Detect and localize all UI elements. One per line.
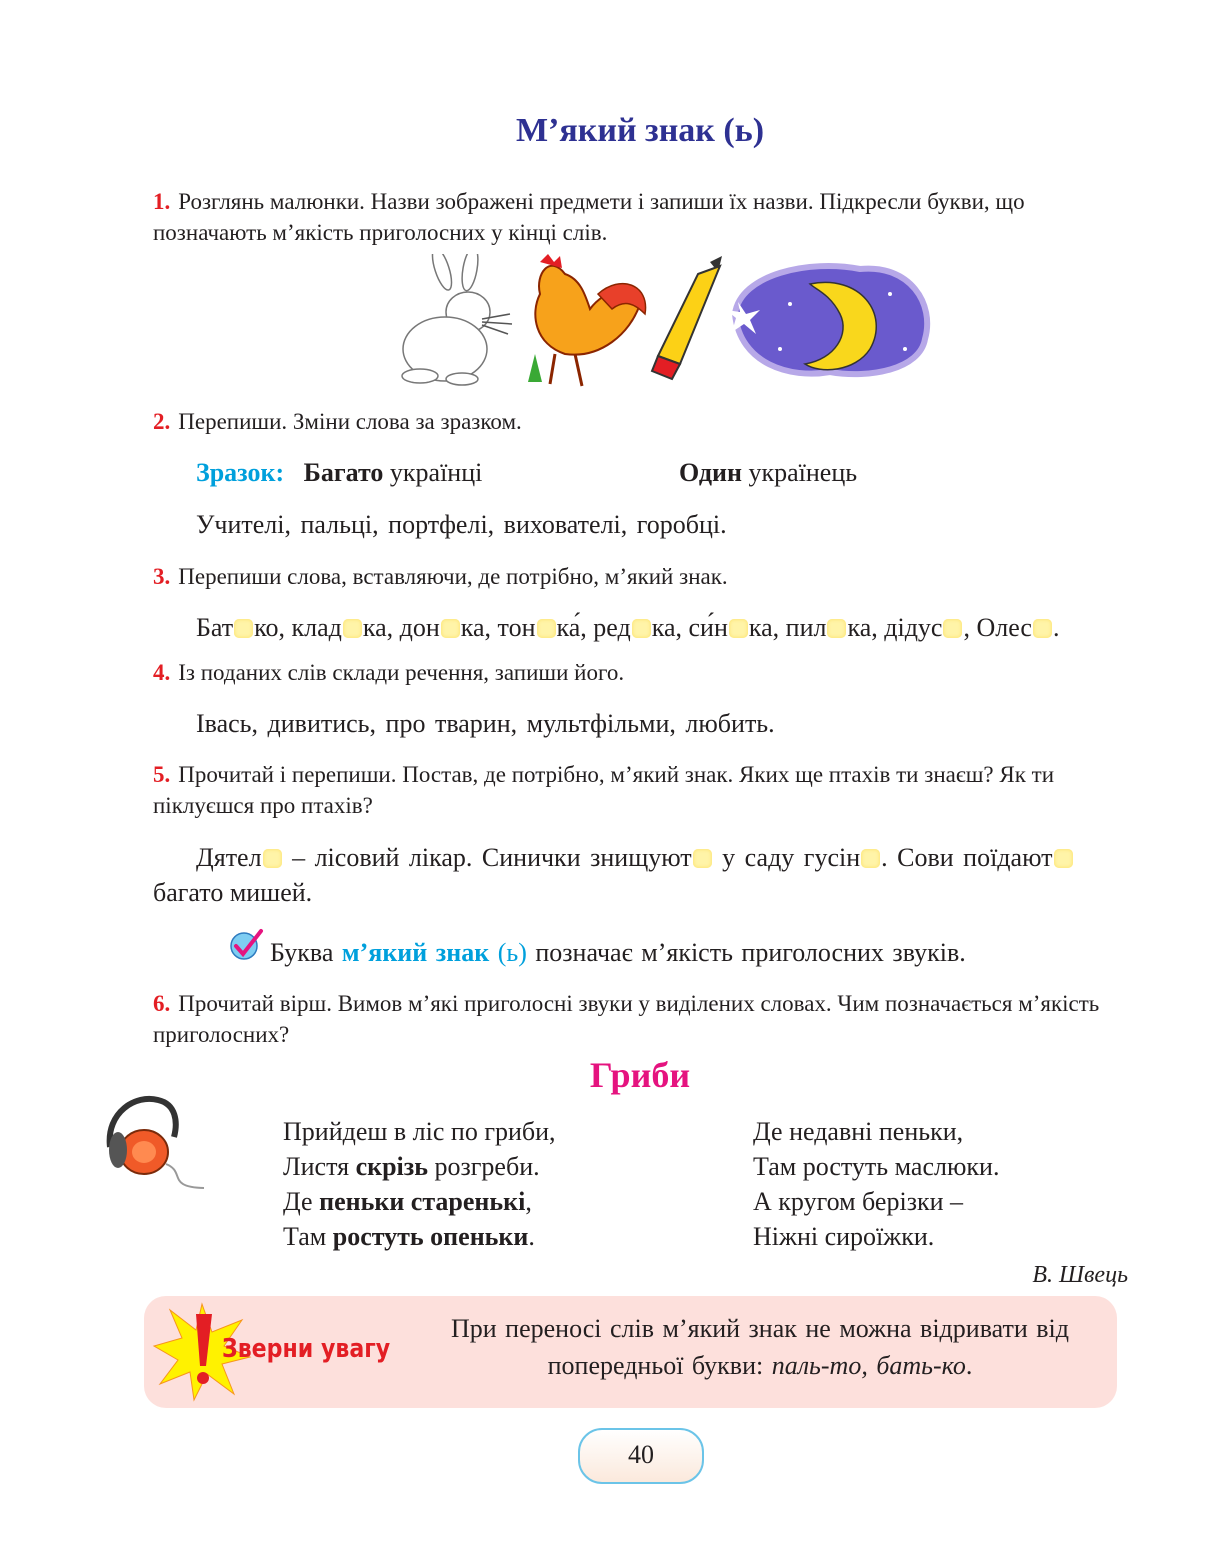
task-text: Із поданих слів склади речення, запиши його. <box>178 660 625 685</box>
task-5 <box>153 759 1133 821</box>
word-part: ка, тон <box>460 613 536 642</box>
task-3-words <box>196 610 1136 646</box>
task-2 <box>153 406 1133 437</box>
blank-box <box>234 619 253 638</box>
sample-word: українець <box>748 458 858 487</box>
headphones-icon <box>96 1092 208 1192</box>
blank-box <box>441 619 460 638</box>
rule-sign: (ь) <box>497 938 527 967</box>
blank-box <box>943 619 962 638</box>
task-1 <box>153 186 1133 248</box>
poem-line: Де пеньки старенькі, <box>283 1187 532 1216</box>
task-text: Перепиши слова, вставляючи, де потрібно, м’який знак. <box>178 564 728 589</box>
sample-bold: Багато <box>303 458 384 487</box>
poem-line: Де недавні пеньки, <box>753 1117 964 1146</box>
illustrations <box>390 254 935 389</box>
rabbit-image <box>402 254 512 385</box>
blank-box <box>861 849 880 868</box>
task-2-words: Учителі, пальці, портфелі, вихователі, горобці. <box>196 510 727 539</box>
notice-examples: паль-то, бать-ко <box>771 1351 966 1380</box>
task-number: 3. <box>153 564 171 589</box>
word-part: . <box>1052 613 1060 642</box>
rule-text <box>270 935 966 971</box>
task-4 <box>153 657 1133 688</box>
rule-post: позначає м’якість приголосних звуків. <box>535 938 966 967</box>
blank-box <box>1033 619 1052 638</box>
poem-line: Ніжні сироїжки. <box>753 1222 935 1251</box>
task-6 <box>153 988 1133 1050</box>
night-moon-image <box>726 266 927 374</box>
blank-box <box>827 619 846 638</box>
word-part: ка, дідус <box>847 613 943 642</box>
word-part: ка́, ред <box>556 613 631 642</box>
task-3 <box>153 561 1133 592</box>
text-part: . Сови поїдают <box>881 843 1053 872</box>
sample-left <box>196 455 482 491</box>
sample-right <box>679 455 857 491</box>
poem-author: В. Швець <box>1032 1262 1128 1288</box>
word-part: ка, си́н <box>651 613 728 642</box>
word-part: ко, клад <box>254 613 342 642</box>
text-part: – лісовий лікар. Синички знищуют <box>282 843 692 872</box>
notice-text: При переносі слів м’який знак не можна відривати від попередньої букви: паль-то, бать-ко. <box>450 1314 1070 1380</box>
poem-left-column <box>283 1114 743 1254</box>
task-4-words: Івась, дивитись, про тварин, мультфільми, любить. <box>196 709 775 738</box>
task-number: 6. <box>153 991 171 1016</box>
pencil-image <box>652 256 722 379</box>
poem-title: Гриби <box>589 1055 691 1095</box>
checkmark-icon <box>228 928 264 962</box>
page-title: М’який знак (ь) <box>515 112 765 149</box>
rule-highlight: м’який знак <box>341 938 490 967</box>
task-text: Прочитай вірш. Вимов м’які приголосні звуки у виділених словах. Чим позначається м’якість приголосних? <box>153 991 1100 1047</box>
poem-line: Там ростуть маслюки. <box>753 1152 1000 1181</box>
blank-box <box>343 619 362 638</box>
blank-box <box>693 849 712 868</box>
sample-word: українці <box>389 458 483 487</box>
word-part: , Олес <box>963 613 1032 642</box>
blank-box <box>632 619 651 638</box>
task-number: 1. <box>153 189 171 214</box>
poem-line: А кругом берізки – <box>753 1187 964 1216</box>
rooster-image <box>528 254 646 386</box>
blank-box <box>537 619 556 638</box>
word-part: ка, дон <box>362 613 440 642</box>
task-5-line2: багато мишей. <box>153 878 313 907</box>
task-number: 5. <box>153 762 171 787</box>
page-number: 40 <box>578 1428 704 1484</box>
word-part: Бат <box>196 613 234 642</box>
sample-bold: Один <box>679 458 742 487</box>
blank-box <box>729 619 748 638</box>
task-text: Перепиши. Зміни слова за зразком. <box>178 409 522 434</box>
notice-badge: Зверни увагу <box>222 1334 391 1364</box>
task-5-text <box>196 840 1136 876</box>
text-part: у саду гусін <box>712 843 861 872</box>
task-text: Прочитай і перепиши. Постав, де потрібно, м’який знак. Яких ще птахів ти знаєш? Як ти піклуєшся про птахів? <box>153 762 1055 818</box>
word-part: ка, пил <box>748 613 827 642</box>
task-number: 4. <box>153 660 171 685</box>
task-number: 2. <box>153 409 171 434</box>
poem-line: Прийдеш в ліс по гриби, <box>283 1117 556 1146</box>
blank-box <box>1054 849 1073 868</box>
rule-pre: Буква <box>270 938 334 967</box>
notice-main: При переносі слів м’який знак не можна відривати від попередньої букви: <box>450 1314 1070 1380</box>
sample-label: Зразок: <box>196 458 285 487</box>
poem-line: Листя скрізь розгреби. <box>283 1152 540 1181</box>
poem-line: Там ростуть опеньки. <box>283 1222 535 1251</box>
text-part: Дятел <box>196 843 262 872</box>
task-text: Розглянь малюнки. Назви зображені предмети і запиши їх назви. Підкресли букви, що позначають м’якість приголосних у кінці слів. <box>153 189 1025 245</box>
blank-box <box>263 849 282 868</box>
poem-right-column <box>753 1114 1133 1254</box>
